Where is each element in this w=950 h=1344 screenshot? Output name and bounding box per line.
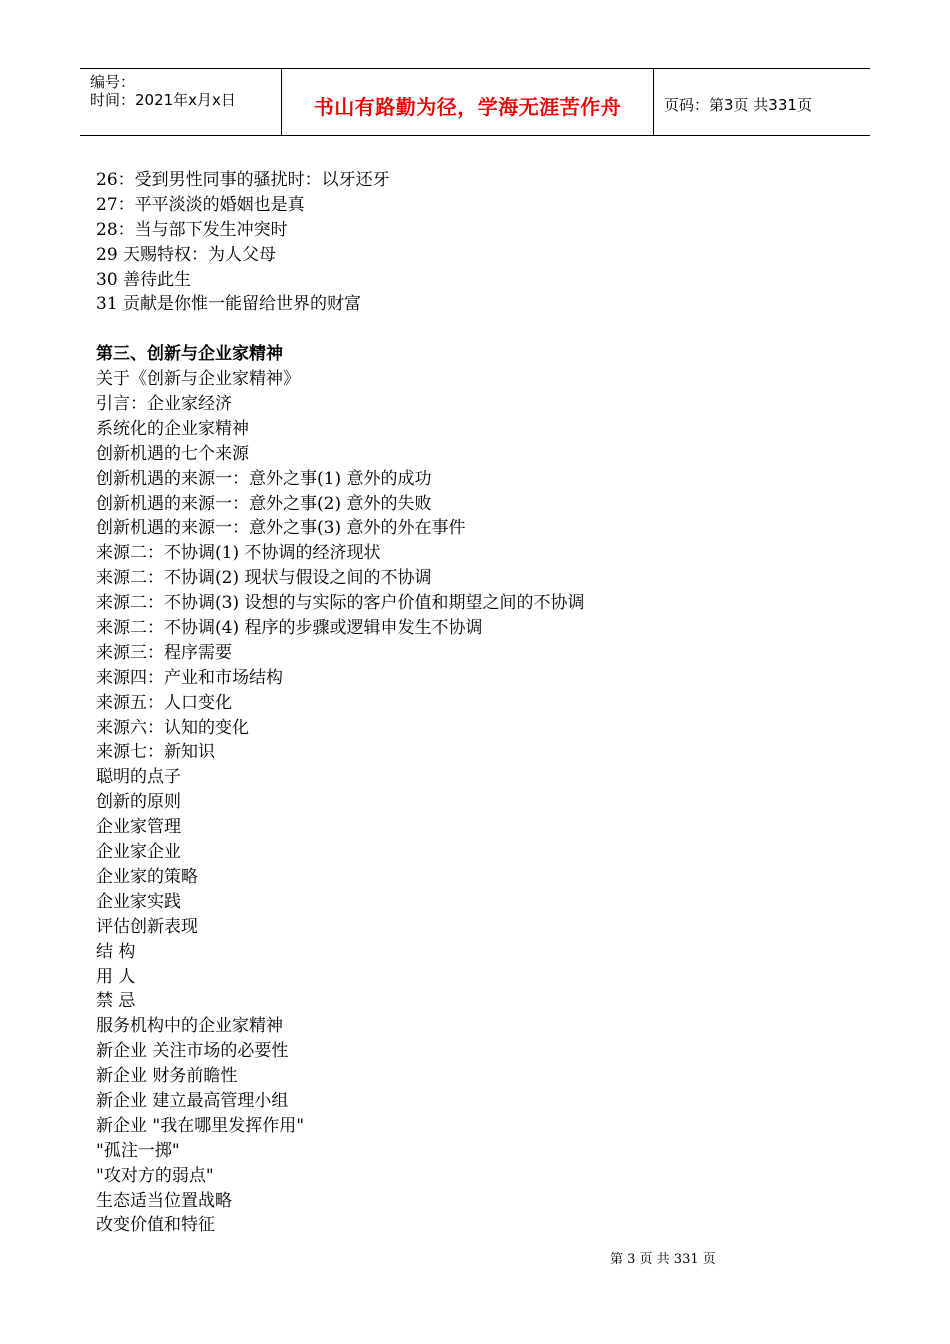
document-body [96,168,876,1238]
list-item: 引言：企业家经济 [96,394,232,415]
list-item: 来源二：不协调(1) 不协调的经济现状 [96,543,381,564]
list-item: 26：受到男性同事的骚扰时：以牙还牙 [96,170,390,190]
list-item: 结 构 [96,941,136,962]
list-item: 创新的原则 [96,792,181,813]
list-item: 来源二：不协调(3) 设想的与实际的客户价值和期望之间的不协调 [96,593,585,614]
list-item: 新企业 建立最高管理小组 [96,1090,289,1111]
list-item: 来源二：不协调(2) 现状与假设之间的不协调 [96,568,432,589]
list-item: 27：平平淡淡的婚姻也是真 [96,194,305,215]
list-item: 企业家管理 [96,817,181,838]
list-item: 创新机遇的来源一：意外之事(1) 意外的成功 [96,468,432,489]
header-page-info: 页码：第3页 共331页 [664,96,812,114]
list-item: 来源五：人口变化 [96,692,232,713]
page-header [80,68,870,136]
list-item: 服务机构中的企业家精神 [96,1016,283,1037]
list-item: 29 天赐特权：为人父母 [96,244,277,265]
list-item: 来源七：新知识 [96,742,215,763]
list-item: 创新机遇的七个来源 [96,443,249,464]
list-item: 新企业 关注市场的必要性 [96,1041,289,1062]
list-item: 改变价值和特征 [96,1215,215,1236]
list-item: 用 人 [96,966,136,987]
list-item: 来源三：程序需要 [96,642,232,663]
list-item: 来源二：不协调(4) 程序的步骤或逻辑申发生不协调 [96,618,483,639]
list-item: "孤注一掷" [96,1140,180,1161]
list-item: 创新机遇的来源一：意外之事(3) 意外的外在事件 [96,518,466,539]
list-item: 28：当与部下发生冲突时 [96,219,288,240]
list-item: 生态适当位置战略 [96,1190,232,1211]
list-item: 评估创新表现 [96,916,198,937]
list-item: "攻对方的弱点" [96,1165,214,1186]
list-item: 系统化的企业家精神 [96,418,249,439]
document-number-label: 编号： [90,73,136,91]
list-item: 企业家实践 [96,891,181,912]
section-title: 第三、创新与企业家精神 [96,344,283,365]
list-item: 新企业 财务前瞻性 [96,1066,238,1087]
list-item: 来源六：认知的变化 [96,717,249,738]
list-item: 禁 忌 [96,991,136,1012]
list-item: 企业家企业 [96,842,181,863]
list-item: 新企业 "我在哪里发挥作用" [96,1115,305,1136]
page-footer: 第 3 页 共 331 页 [610,1252,716,1267]
header-motto: 书山有路勤为径，学海无涯苦作舟 [313,95,622,119]
list-item: 创新机遇的来源一：意外之事(2) 意外的失败 [96,493,432,514]
header-motto-cell [282,69,654,135]
header-page-cell [654,69,870,135]
list-item: 31 贡献是你惟一能留给世界的财富 [96,294,362,315]
list-item: 企业家的策略 [96,866,198,887]
header-meta-cell [80,69,282,135]
list-item: 来源四：产业和市场结构 [96,667,283,688]
section-spacer [96,317,876,342]
list-item: 聪明的点子 [96,767,181,788]
list-item: 关于《创新与企业家精神》 [96,369,300,390]
list-item: 30 善待此生 [96,269,192,290]
document-date-label: 时间：2021年x月x日 [90,91,236,109]
